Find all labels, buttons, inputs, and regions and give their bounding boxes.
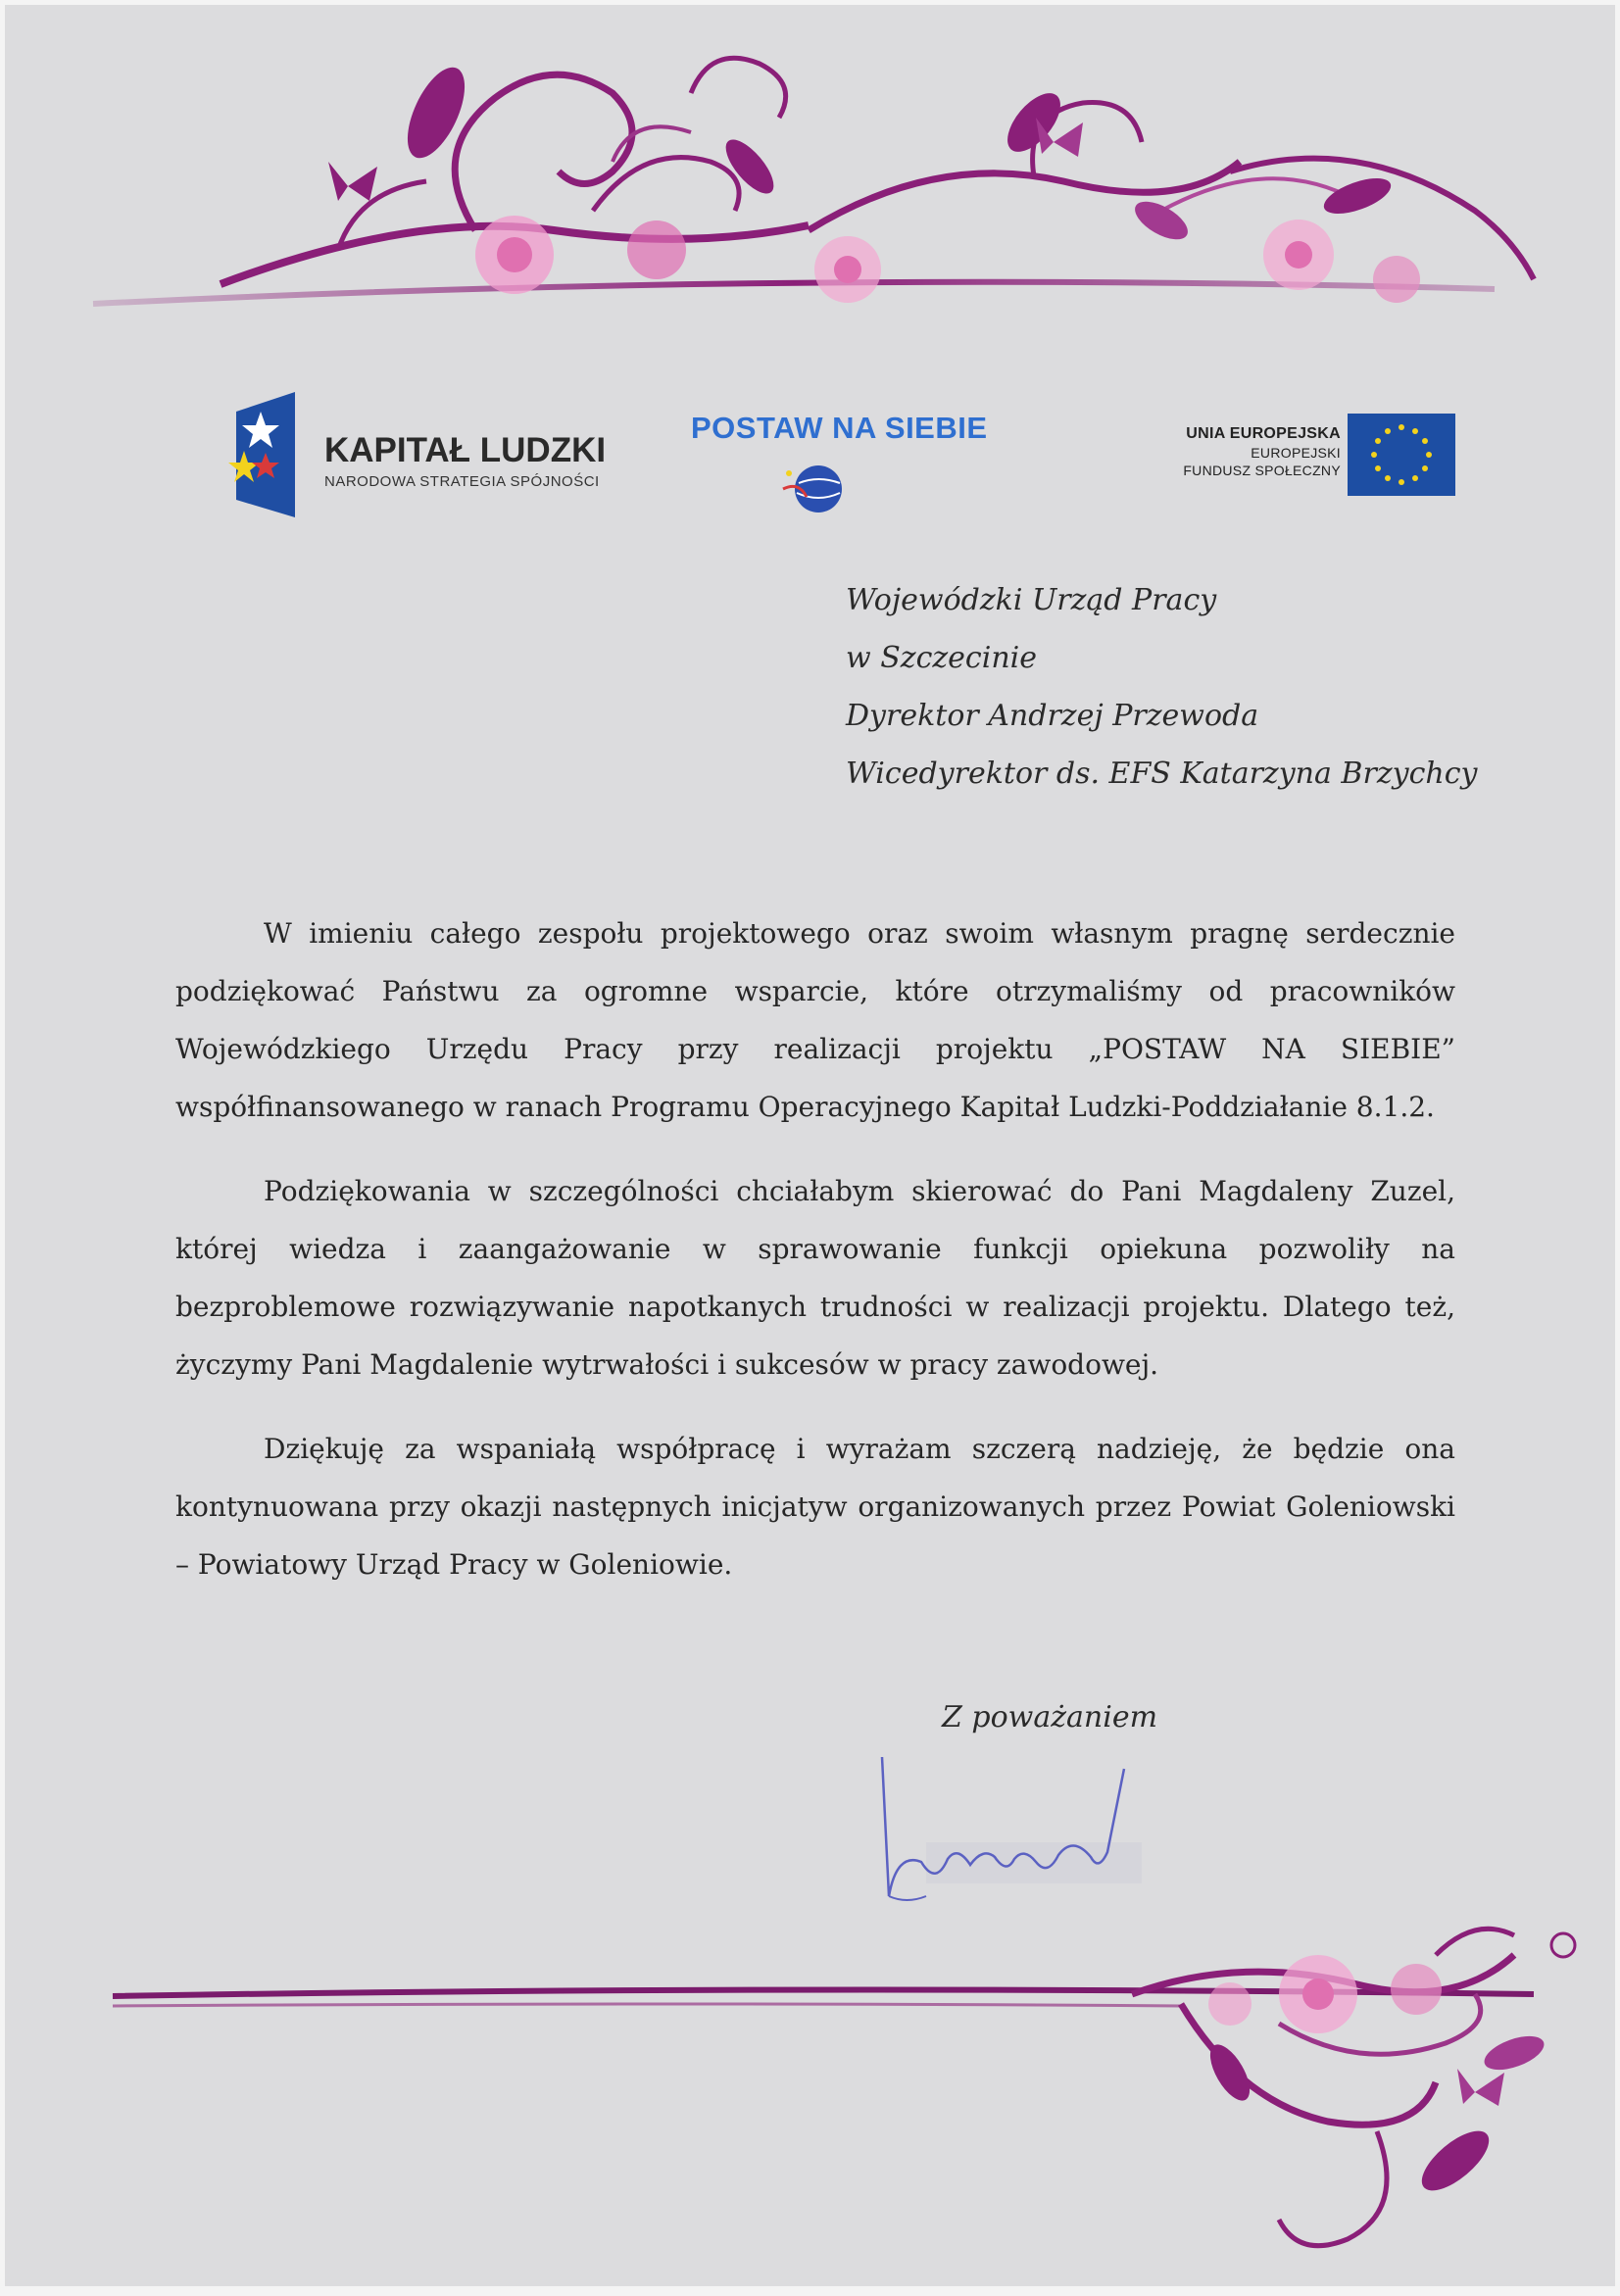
closing-salutation: Z poważaniem [942, 1700, 1158, 1734]
eu-flag-icon [1348, 414, 1455, 496]
address-line-4: Wicedyrektor ds. EFS Katarzyna Brzychcy [846, 757, 1478, 791]
body-paragraph-1: W imieniu całego zespołu projektowego oraz swoim własnym pragnę serdecznie podziękować Państwu za ogromne wsparcie, które otrzymaliśmy od pracowników Wojewódzkiego Urzędu Pracy przy realizacji projektu „POSTAW NA SIEBIE” współfinansowanego w ranach Programu Operacyjnego Kapitał Ludzki-Poddziałanie 8.1.2. [175, 917, 1455, 1123]
postaw-na-siebie-logo [681, 407, 1014, 544]
address-line-1: Wojewódzki Urząd Pracy [846, 583, 1217, 617]
floral-ornament-top [5, 5, 1615, 328]
eu-logo-text [1183, 425, 1341, 478]
address-line-3: Dyrektor Andrzej Przewoda [846, 699, 1259, 733]
kapital-ludzki-logo [226, 392, 638, 529]
letter-page [5, 5, 1615, 2286]
globe-icon [779, 454, 850, 524]
kapital-ludzki-mark [226, 392, 295, 517]
body-paragraph-3: Dziękuję za wspaniałą współpracę i wyrażam szczerą nadzieję, że będzie ona kontynuowana przy okazji następnych inicjatyw organizowanych przez Powiat Goleniowski – Powiatowy Urząd Pracy w Goleniowie. [175, 1433, 1455, 1581]
kapital-ludzki-title: KAPITAŁ LUDZKI [324, 431, 607, 469]
eu-line-1: UNIA EUROPEJSKA [1186, 425, 1341, 442]
floral-ornament-bottom [5, 1896, 1615, 2286]
address-line-2: w Szczecinie [846, 641, 1037, 675]
recipient-address [846, 571, 1477, 803]
handwritten-signature [867, 1749, 1201, 1916]
eu-line-2: EUROPEJSKI [1251, 445, 1341, 461]
letter-body [175, 904, 1455, 1593]
eu-line-3: FUNDUSZ SPOŁECZNY [1183, 463, 1341, 478]
eu-logo [1083, 410, 1455, 508]
kapital-ludzki-subtitle: NARODOWA STRATEGIA SPÓJNOŚCI [324, 473, 600, 490]
postaw-title: POSTAW NA SIEBIE [691, 411, 988, 445]
body-paragraph-2: Podziękowania w szczególności chciałabym skierować do Pani Magdaleny Zuzel, której wiedza i zaangażowanie w sprawowanie funkcji opiekuna pozwoliły na bezproblemowe rozwiązywanie napotkanych trudności w realizacji projektu. Dlatego też, życzymy Pani Magdalenie wytrwałości i sukcesów w pracy zawodowej. [175, 1175, 1455, 1381]
